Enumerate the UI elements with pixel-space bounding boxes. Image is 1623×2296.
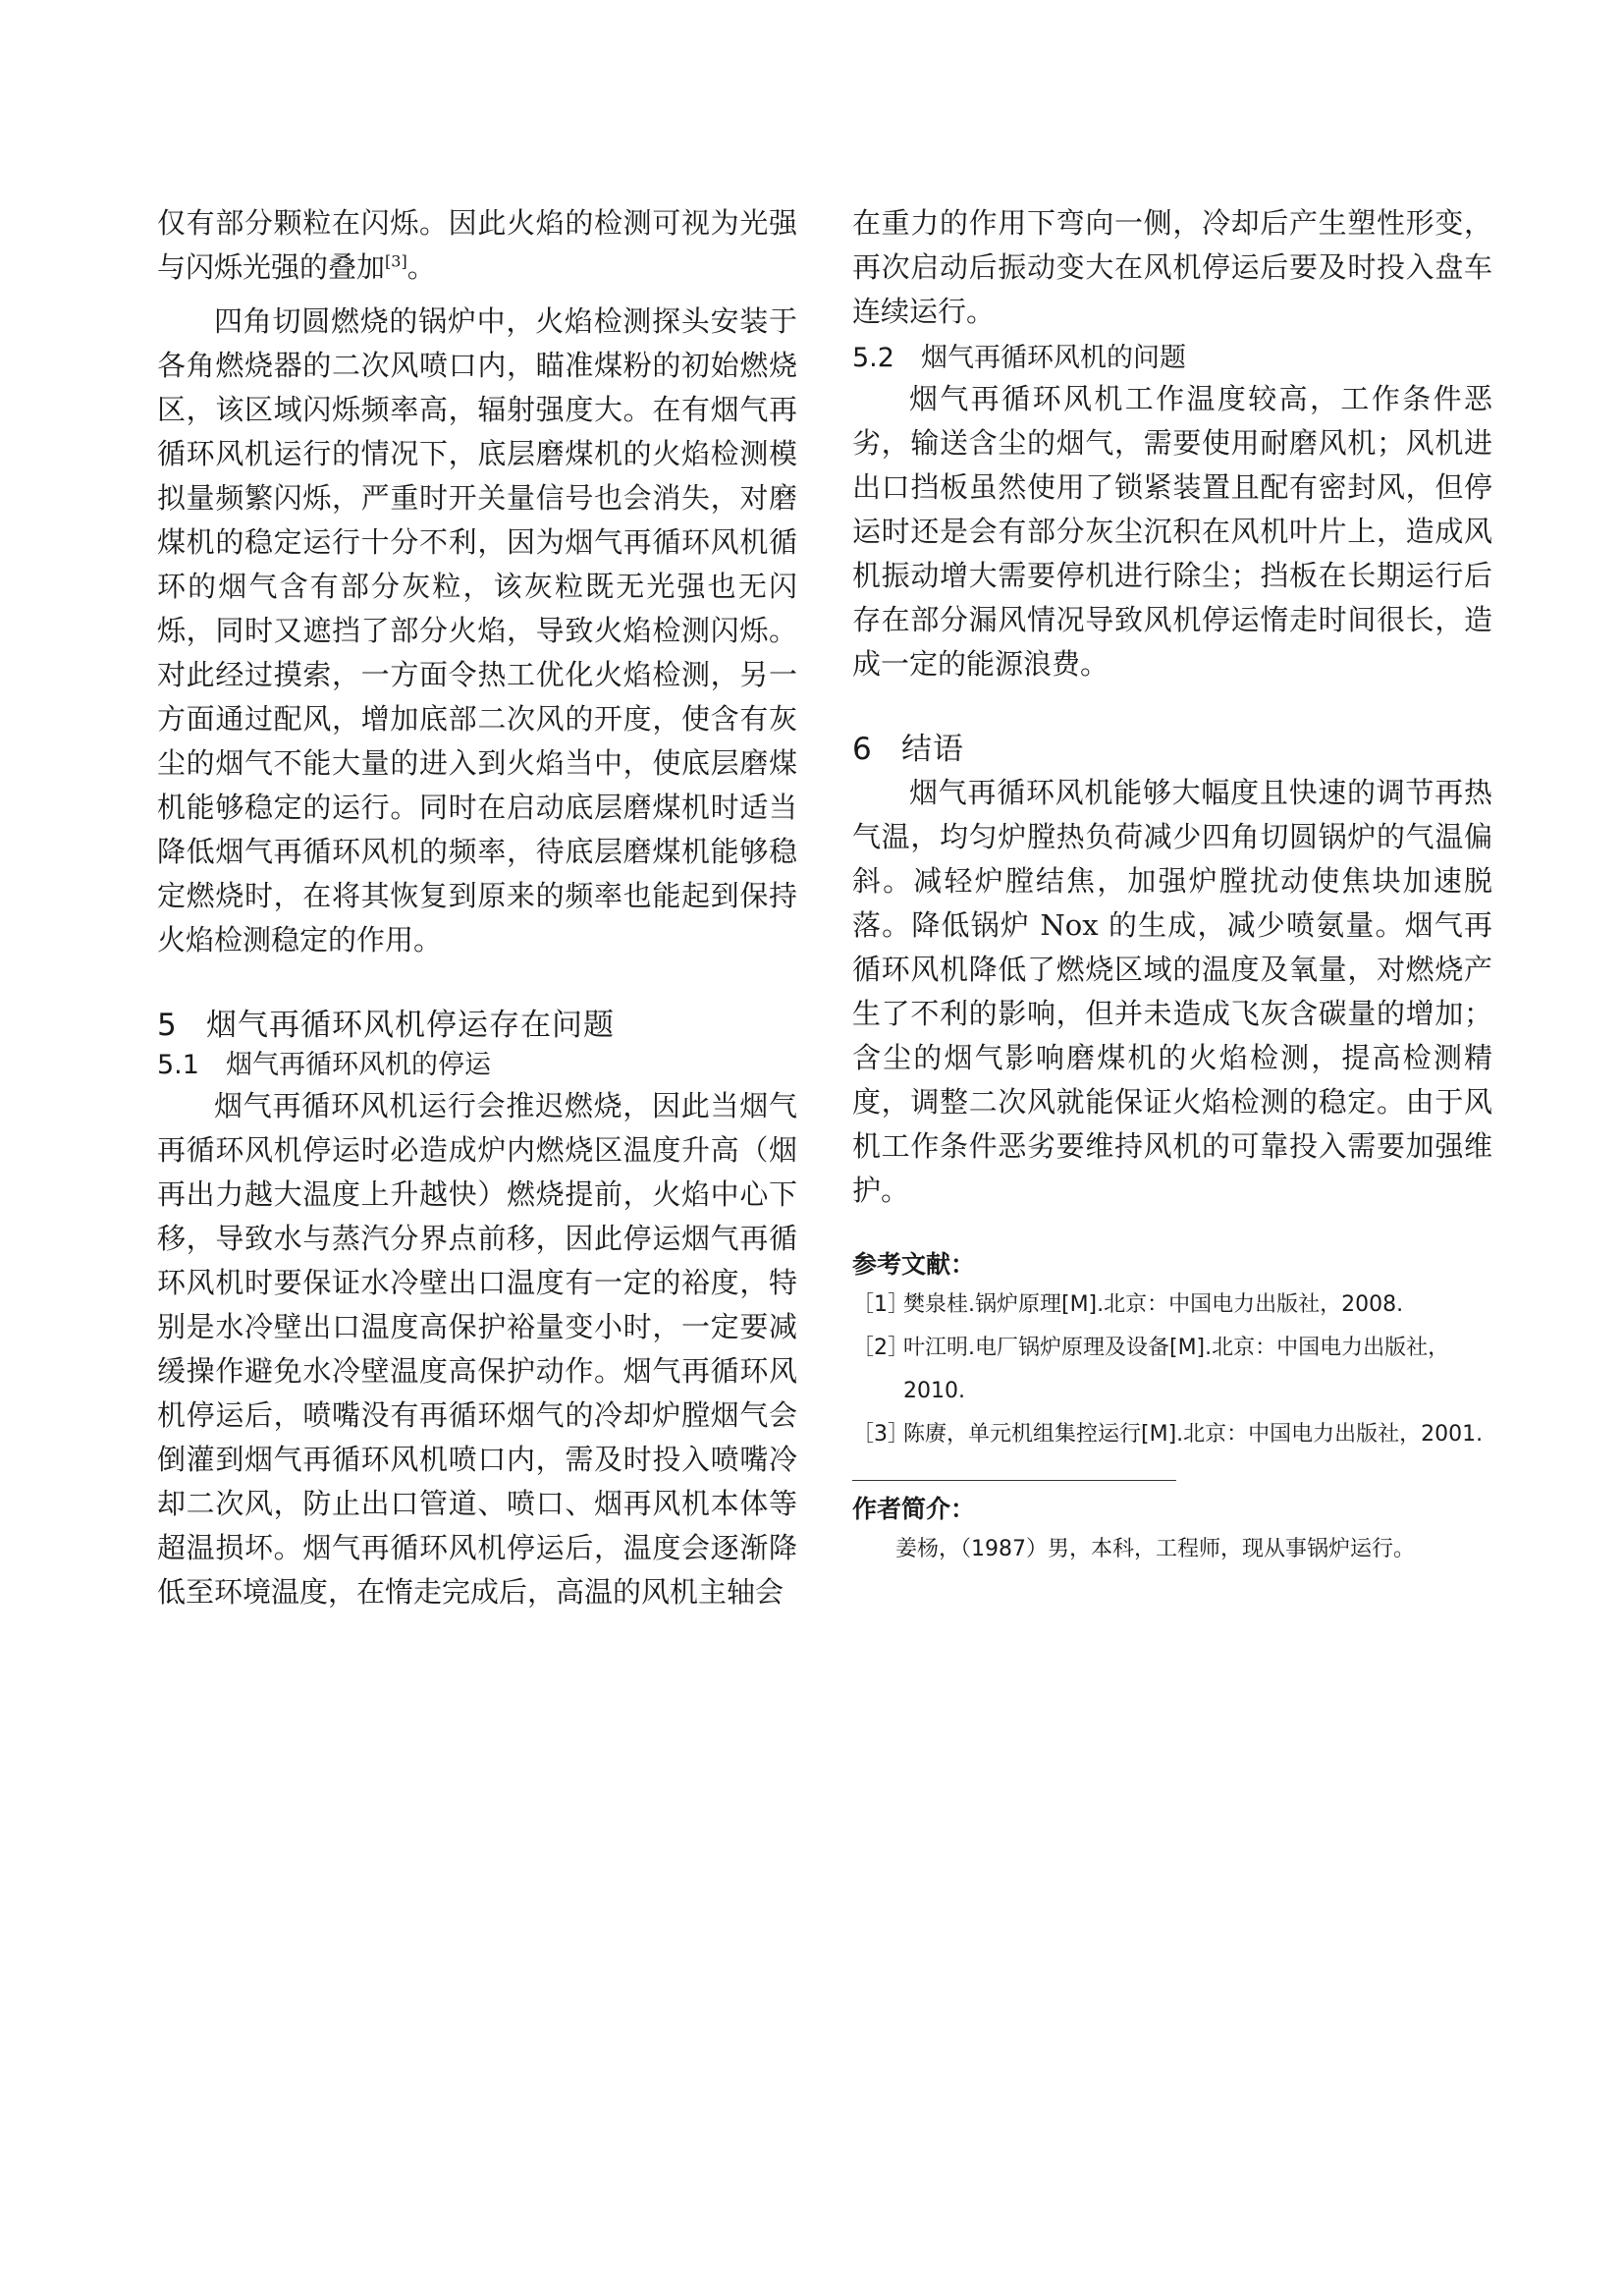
paragraph-fan-shutdown: 烟气再循环风机运行会推迟燃烧，因此当烟气再循环风机停运时必造成炉内燃烧区温度升高（烟再出力越大温度上升越快）燃烧提前，火焰中心下移，导致水与蒸汽分界点前移，因此停运烟气再循环风机时要保证水冷壁出口温度有一定的裕度，特别是水冷壁出口温度高保护裕量变小时，一定要减缓操作避免水冷壁温度高保护动作。烟气再循环风机停运后，喷嘴没有再循环烟气的冷却炉膛烟气会倒灌到烟气再循环风机喷口内，需及时投入喷嘴冷却二次风，防止出口管道、喷口、烟再风机本体等超温损坏。烟气再循环风机停运后，温度会逐渐降低至环境温度，在惰走完成后，高温的风机主轴会 <box>157 1089 797 1609</box>
reference-text: 陈赓，单元机组集控运行[M].北京：中国电力出版社，2001. <box>903 1422 1484 1447</box>
author-bio-heading: 作者简介： <box>852 1495 976 1523</box>
reference-item <box>852 1413 1492 1456</box>
footnote-divider <box>852 1480 1176 1481</box>
section-number: 5.2 <box>852 343 894 373</box>
paragraph-fan-problems: 烟气再循环风机工作温度较高，工作条件恶劣，输送含尘的烟气，需要使用耐磨风机；风机进出口挡板虽然使用了锁紧装置且配有密封风，但停运时还是会有部分灰尘沉积在风机叶片上，造成风机振动增大需要停机进行除尘；挡板在长期运行后存在部分漏风情况导致风机停运惰走时间很长，造成一定的能源浪费。 <box>852 382 1492 681</box>
citation-superscript: [3] <box>385 251 407 271</box>
references-list <box>852 1284 1492 1456</box>
paragraph-continuation: 在重力的作用下弯向一侧，冷却后产生塑性形变，再次启动后振动变大在风机停运后要及时投入盘车连续运行。 <box>852 206 1492 328</box>
section-number: 5.1 <box>157 1050 199 1080</box>
reference-number: ［1］ <box>852 1292 909 1317</box>
section-6-heading <box>852 728 1492 771</box>
left-column <box>157 201 797 1614</box>
reference-text: 樊泉桂.锅炉原理[M].北京：中国电力出版社，2008. <box>903 1292 1404 1317</box>
reference-number: ［3］ <box>852 1422 909 1447</box>
reference-item <box>852 1284 1492 1327</box>
references-heading: 参考文献： <box>852 1250 976 1279</box>
paragraph-conclusion: 烟气再循环风机能够大幅度且快速的调节再热气温，均匀炉膛热负荷减少四角切圆锅炉的气温偏斜。减轻炉膛结焦，加强炉膛扰动使焦块加速脱落。降低锅炉 Nox 的生成，减少喷氨量。烟气再循环风机降低了燃烧区域的温度及氧量，对燃烧产生了不利的影响，但并未造成飞灰含碳量的增加；含尘的烟气影响磨煤机的火焰检测，提高检测精度，调整二次风就能保证火焰检测的稳定。由于风机工作条件恶劣要维持风机的可靠投入需要加强维护。 <box>852 776 1492 1207</box>
paragraph-end: 。 <box>406 250 436 284</box>
reference-text: 叶江明.电厂锅炉原理及设备[M].北京：中国电力出版社，2010. <box>903 1336 1450 1403</box>
reference-item <box>852 1327 1492 1413</box>
section-5-1-heading <box>157 1047 797 1084</box>
reference-number: ［2］ <box>852 1336 909 1360</box>
section-title: 烟气再循环风机的停运 <box>226 1050 491 1080</box>
section-title: 烟气再循环风机停运存在问题 <box>206 1008 615 1043</box>
section-5-heading <box>157 1004 797 1047</box>
section-number: 6 <box>852 732 873 767</box>
right-column <box>852 201 1492 1571</box>
paragraph-text: 仅有部分颗粒在闪烁。因此火焰的检测可视为光强与闪烁光强的叠加 <box>157 206 797 284</box>
section-title: 烟气再循环风机的问题 <box>921 343 1186 373</box>
author-bio-text: 姜杨，（1987）男，本科，工程师，现从事锅炉运行。 <box>895 1537 1415 1561</box>
paragraph-flame-detection-end <box>157 201 797 290</box>
section-5-2-heading <box>852 340 1492 377</box>
paragraph-tangential-firing: 四角切圆燃烧的锅炉中，火焰检测探头安装于各角燃烧器的二次风喷口内，瞄准煤粉的初始燃烧区，该区域闪烁频率高，辐射强度大。在有烟气再循环风机运行的情况下，底层磨煤机的火焰检测模拟量频繁闪烁，严重时开关量信号也会消失，对磨煤机的稳定运行十分不利，因为烟气再循环风机循环的烟气含有部分灰粒，该灰粒既无光强也无闪烁，同时又遮挡了部分火焰，导致火焰检测闪烁。对此经过摸索，一方面令热工优化火焰检测，另一方面通过配风，增加底部二次风的开度，使含有灰尘的烟气不能大量的进入到火焰当中，使底层磨煤机能够稳定的运行。同时在启动底层磨煤机时适当降低烟气再循环风机的频率，待底层磨煤机能够稳定燃烧时，在将其恢复到原来的频率也能起到保持火焰检测稳定的作用。 <box>157 304 797 957</box>
section-number: 5 <box>157 1008 178 1043</box>
section-title: 结语 <box>901 732 964 767</box>
